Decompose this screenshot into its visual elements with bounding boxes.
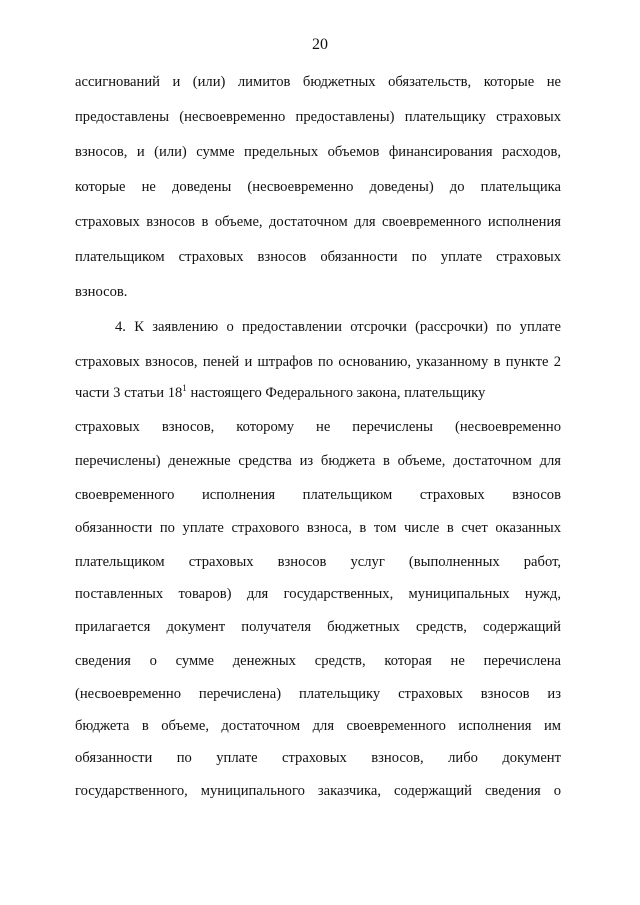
text-line: взносов. <box>75 284 128 300</box>
text-line: которые не доведены (несвоевременно доведены) до плательщика <box>75 179 561 195</box>
text-line-with-superscript <box>75 384 561 402</box>
page-number: 20 <box>312 36 328 53</box>
text-line: (несвоевременно перечислена) плательщику страховых взносов из <box>75 686 561 702</box>
text-line: плательщиком страховых взносов обязанности по уплате страховых <box>75 249 561 265</box>
text-line: прилагается документ получателя бюджетных средств, содержащий <box>75 619 561 635</box>
text-line: обязанности по уплате страхового взноса, в том числе в счет оказанных <box>75 520 561 536</box>
text-line: страховых взносов в объеме, достаточном для своевременного исполнения <box>75 214 561 230</box>
text-fragment: настоящего Федерального закона, плательщику <box>186 385 486 401</box>
text-line: своевременного исполнения плательщиком страховых взносов <box>75 487 561 503</box>
text-line: поставленных товаров) для государственных, муниципальных нужд, <box>75 586 561 602</box>
text-fragment: части 3 статьи 18 <box>75 385 183 401</box>
text-line: плательщиком страховых взносов услуг (выполненных работ, <box>75 554 561 570</box>
paragraph-start-line: 4. К заявлению о предоставлении отсрочки (рассрочки) по уплате <box>115 319 561 335</box>
text-line: страховых взносов, пеней и штрафов по основанию, указанному в пункте 2 <box>75 354 561 370</box>
text-line: государственного, муниципального заказчика, содержащий сведения о <box>75 783 561 799</box>
superscript: 1 <box>182 383 187 394</box>
text-line: бюджета в объеме, достаточном для своевременного исполнения им <box>75 718 561 734</box>
text-line: взносов, и (или) сумме предельных объемов финансирования расходов, <box>75 144 561 160</box>
text-line: перечислены) денежные средства из бюджета в объеме, достаточном для <box>75 453 561 469</box>
text-line: ассигнований и (или) лимитов бюджетных обязательств, которые не <box>75 74 561 90</box>
text-line: предоставлены (несвоевременно предоставлены) плательщику страховых <box>75 109 561 125</box>
text-line: сведения о сумме денежных средств, которая не перечислена <box>75 653 561 669</box>
text-line: страховых взносов, которому не перечислены (несвоевременно <box>75 419 561 435</box>
text-line: обязанности по уплате страховых взносов, либо документ <box>75 750 561 766</box>
